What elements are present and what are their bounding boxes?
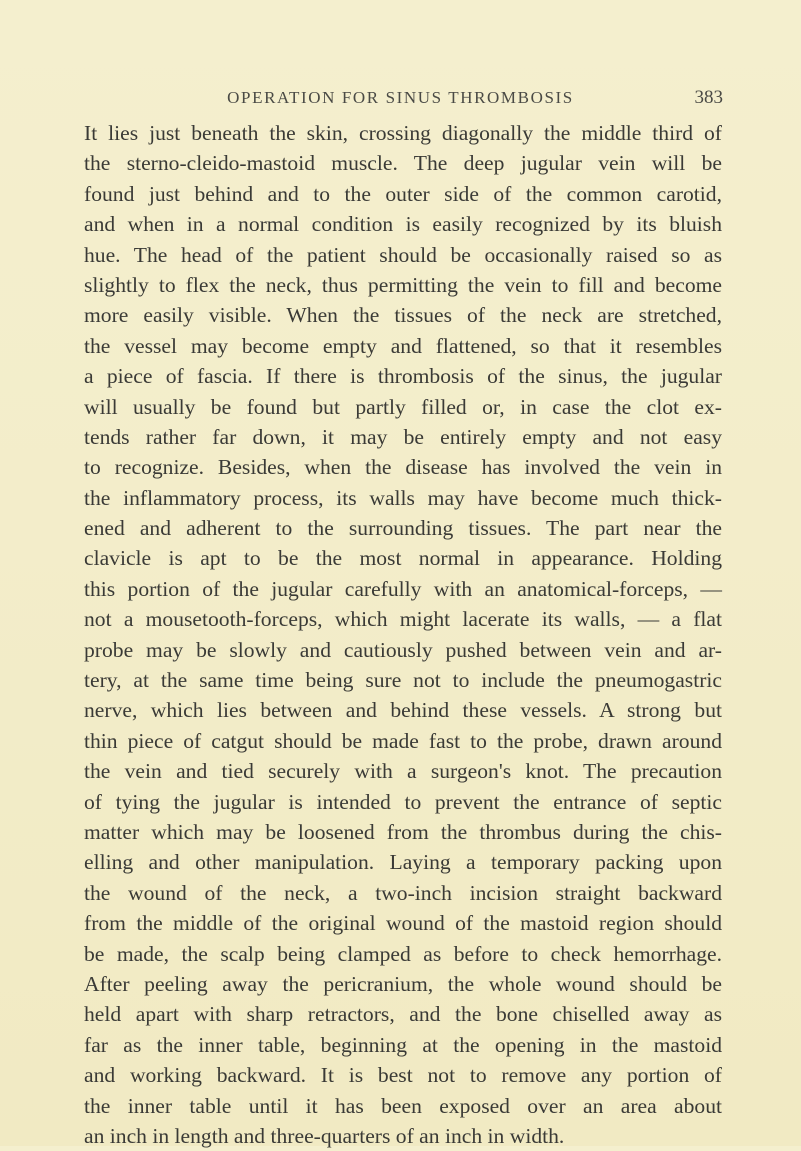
text-line: probe may be slowly and cautiously pushed between vein and ar- [84, 637, 722, 662]
text-line: of tying the jugular is intended to prevent the entrance of septic [84, 789, 722, 814]
text-line: clavicle is apt to be the most normal in appearance. Holding [84, 546, 722, 571]
running-title: OPERATION FOR SINUS THROMBOSIS [227, 88, 574, 107]
text-line: this portion of the jugular carefully with an anatomical-forceps, — [84, 576, 722, 601]
page-number: 383 [694, 87, 723, 108]
text-line: more easily visible. When the tissues of the neck are stretched, [84, 303, 722, 328]
running-head [0, 88, 801, 118]
text-line: thin piece of catgut should be made fast to the probe, drawn around [84, 728, 722, 753]
text-line: hue. The head of the patient should be occasionally raised so as [84, 242, 722, 267]
text-line: found just behind and to the outer side of the common carotid, [84, 181, 722, 206]
text-line: held apart with sharp retractors, and the bone chiselled away as [84, 1002, 722, 1027]
text-line: It lies just beneath the skin, crossing diagonally the middle third of [84, 121, 722, 145]
text-line: and when in a normal condition is easily recognized by its bluish [84, 212, 722, 237]
text-line: be made, the scalp being clamped as before to check hemorrhage. [84, 941, 722, 966]
text-line: will usually be found but partly filled or, in case the clot ex- [84, 394, 722, 419]
text-line: and working backward. It is best not to remove any portion of [84, 1063, 722, 1088]
text-line: the vessel may become empty and flattened, so that it resembles [84, 333, 722, 358]
text-line: After peeling away the pericranium, the whole wound should be [84, 971, 722, 996]
text-line: to recognize. Besides, when the disease has involved the vein in [84, 455, 722, 480]
text-line: tery, at the same time being sure not to include the pneumogastric [84, 668, 722, 693]
text-line: matter which may be loosened from the thrombus during the chis- [84, 819, 722, 844]
text-line: the sterno-cleido-mastoid muscle. The deep jugular vein will be [84, 151, 722, 176]
text-line: an inch in length and three-quarters of an inch in width. [84, 1123, 565, 1148]
text-line: the inflammatory process, its walls may have become much thick- [84, 485, 722, 510]
text-line: not a mousetooth-forceps, which might lacerate its walls, — a flat [84, 607, 722, 632]
text-line: from the middle of the original wound of the mastoid region should [84, 911, 722, 936]
text-line: the vein and tied securely with a surgeon's knot. The precaution [84, 759, 722, 784]
text-line: far as the inner table, beginning at the opening in the mastoid [84, 1032, 722, 1057]
text-line: ened and adherent to the surrounding tissues. The part near the [84, 516, 722, 541]
text-line: tends rather far down, it may be entirely empty and not easy [84, 424, 722, 449]
text-line: nerve, which lies between and behind these vessels. A strong but [84, 698, 722, 723]
body-paragraph [84, 118, 722, 1151]
text-line: a piece of fascia. If there is thrombosis of the sinus, the jugular [84, 364, 722, 389]
text-line: the inner table until it has been exposed over an area about [84, 1093, 722, 1118]
text-line: elling and other manipulation. Laying a temporary packing upon [84, 850, 722, 875]
text-line: the wound of the neck, a two-inch incision straight backward [84, 880, 722, 905]
text-line: slightly to flex the neck, thus permitting the vein to fill and become [84, 272, 722, 297]
